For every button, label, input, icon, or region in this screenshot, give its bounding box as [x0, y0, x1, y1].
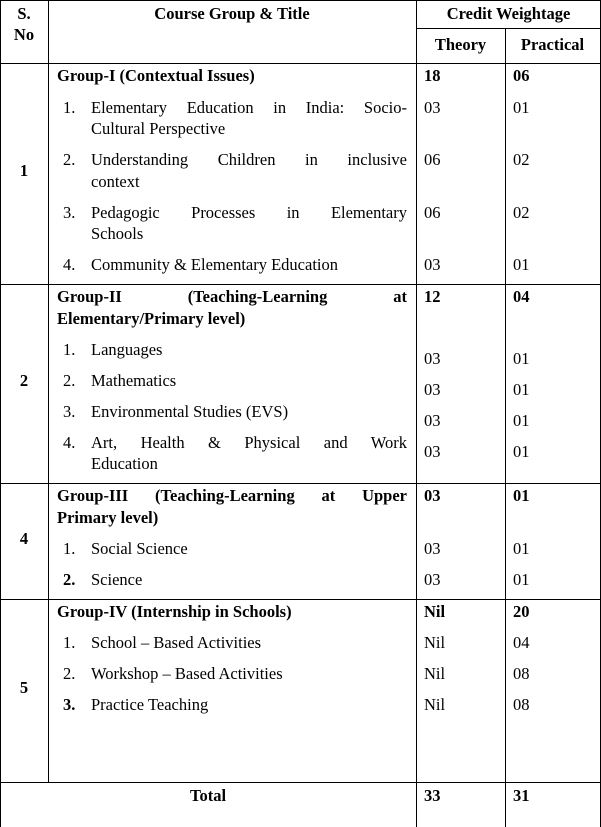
- group3-item2-practical: 01: [513, 570, 530, 589]
- group1-item4-practical: 01: [513, 255, 530, 274]
- header-sno: S.: [17, 4, 31, 23]
- group2-sno: 2: [19, 371, 29, 390]
- total-label: Total: [189, 786, 227, 805]
- group4-practical: 20: [513, 602, 530, 621]
- group1-item2-line2: context: [91, 172, 140, 191]
- group1-item1-line2: Cultural Perspective: [91, 119, 226, 138]
- group2-item2-line1: Mathematics: [91, 371, 177, 390]
- group2-item4-theory: 03: [424, 442, 441, 461]
- header-bottom-border: [0, 63, 601, 64]
- group1-sno: 1: [19, 161, 29, 180]
- group3-bottom-border: [0, 599, 601, 600]
- group4-item2-practical: 08: [513, 664, 530, 683]
- group3-sno: 4: [19, 529, 29, 548]
- group2-item3-theory: 03: [424, 411, 441, 430]
- group1-item1-theory: 03: [424, 98, 441, 117]
- group1-item2-num: 2.: [63, 150, 76, 169]
- group2-item3-num: 3.: [63, 402, 76, 421]
- group2-item1-practical: 01: [513, 349, 530, 368]
- group3-item1-theory: 03: [424, 539, 441, 558]
- group4-item3-theory: Nil: [424, 695, 446, 714]
- group1-item1-practical: 01: [513, 98, 530, 117]
- group1-title: Group-I (Contextual Issues): [57, 66, 255, 85]
- group2-item2-practical: 01: [513, 380, 530, 399]
- group2-item2-theory: 03: [424, 380, 441, 399]
- group3-item2-num: 2.: [63, 570, 76, 589]
- group2-theory: 12: [424, 287, 441, 306]
- group1-item2-practical: 02: [513, 150, 530, 169]
- group2-item2-num: 2.: [63, 371, 76, 390]
- group1-item2-line1: Understanding Children in inclusive: [91, 150, 407, 169]
- header-course-title: Course Group & Title: [154, 4, 310, 23]
- group2-item4-practical: 01: [513, 442, 530, 461]
- header-credit-weightage: Credit Weightage: [446, 4, 571, 23]
- group4-bottom-border: [0, 782, 601, 783]
- group1-item3-practical: 02: [513, 203, 530, 222]
- group3-title-line2: Primary level): [57, 508, 159, 527]
- group3-item2-line1: Science: [91, 570, 143, 589]
- group2-practical: 04: [513, 287, 530, 306]
- group4-theory: Nil: [424, 602, 446, 621]
- group1-item1-num: 1.: [63, 98, 76, 117]
- group2-item4-num: 4.: [63, 433, 76, 452]
- header-theory: Theory: [434, 35, 487, 54]
- group1-bottom-border: [0, 284, 601, 285]
- credit-subheader-divider: [416, 28, 601, 29]
- group4-title: Group-IV (Internship in Schools): [57, 602, 292, 621]
- group3-item1-line1: Social Science: [91, 539, 188, 558]
- group2-item4-line2: Education: [91, 454, 158, 473]
- table-left-border: [0, 0, 1, 827]
- table-top-border: [0, 0, 601, 1]
- group1-item4-line1: Community & Elementary Education: [91, 255, 338, 274]
- group2-item1-theory: 03: [424, 349, 441, 368]
- header-sno-no: No: [13, 25, 35, 44]
- group1-theory: 18: [424, 66, 441, 85]
- group1-item1-line1: Elementary Education in India: Socio-: [91, 98, 407, 117]
- group2-item1-num: 1.: [63, 340, 76, 359]
- group2-item3-practical: 01: [513, 411, 530, 430]
- group1-item3-num: 3.: [63, 203, 76, 222]
- group2-item1-line1: Languages: [91, 340, 163, 359]
- total-theory: 33: [424, 786, 441, 805]
- course-column-divider: [416, 0, 417, 827]
- group4-item3-line1: Practice Teaching: [91, 695, 209, 714]
- group4-item1-theory: Nil: [424, 633, 446, 652]
- group2-item4-line1: Art, Health & Physical and Work: [91, 433, 407, 452]
- group2-bottom-border: [0, 483, 601, 484]
- group1-item3-line1: Pedagogic Processes in Elementary: [91, 203, 407, 222]
- sno-column-divider: [48, 0, 49, 783]
- group3-title-line1: Group-III (Teaching-Learning at Upper: [57, 486, 407, 505]
- group3-theory: 03: [424, 486, 441, 505]
- group2-title-line2: Elementary/Primary level): [57, 309, 246, 328]
- group3-item2-theory: 03: [424, 570, 441, 589]
- group1-item4-num: 4.: [63, 255, 76, 274]
- group2-title-line1: Group-II (Teaching-Learning at: [57, 287, 407, 306]
- group1-item4-theory: 03: [424, 255, 441, 274]
- group4-item1-practical: 04: [513, 633, 530, 652]
- group4-item1-line1: School – Based Activities: [91, 633, 262, 652]
- group4-item2-theory: Nil: [424, 664, 446, 683]
- group1-practical: 06: [513, 66, 530, 85]
- group4-item3-num: 3.: [63, 695, 76, 714]
- group4-item3-practical: 08: [513, 695, 530, 714]
- group1-item2-theory: 06: [424, 150, 441, 169]
- group4-sno: 5: [19, 678, 29, 697]
- group4-item1-num: 1.: [63, 633, 76, 652]
- group3-item1-num: 1.: [63, 539, 76, 558]
- header-practical: Practical: [520, 35, 585, 54]
- group4-item2-line1: Workshop – Based Activities: [91, 664, 283, 683]
- group3-item1-practical: 01: [513, 539, 530, 558]
- group4-item2-num: 2.: [63, 664, 76, 683]
- group1-item3-line2: Schools: [91, 224, 144, 243]
- group1-item3-theory: 06: [424, 203, 441, 222]
- group2-item3-line1: Environmental Studies (EVS): [91, 402, 289, 421]
- total-practical: 31: [513, 786, 530, 805]
- group3-practical: 01: [513, 486, 530, 505]
- theory-column-divider: [505, 28, 506, 827]
